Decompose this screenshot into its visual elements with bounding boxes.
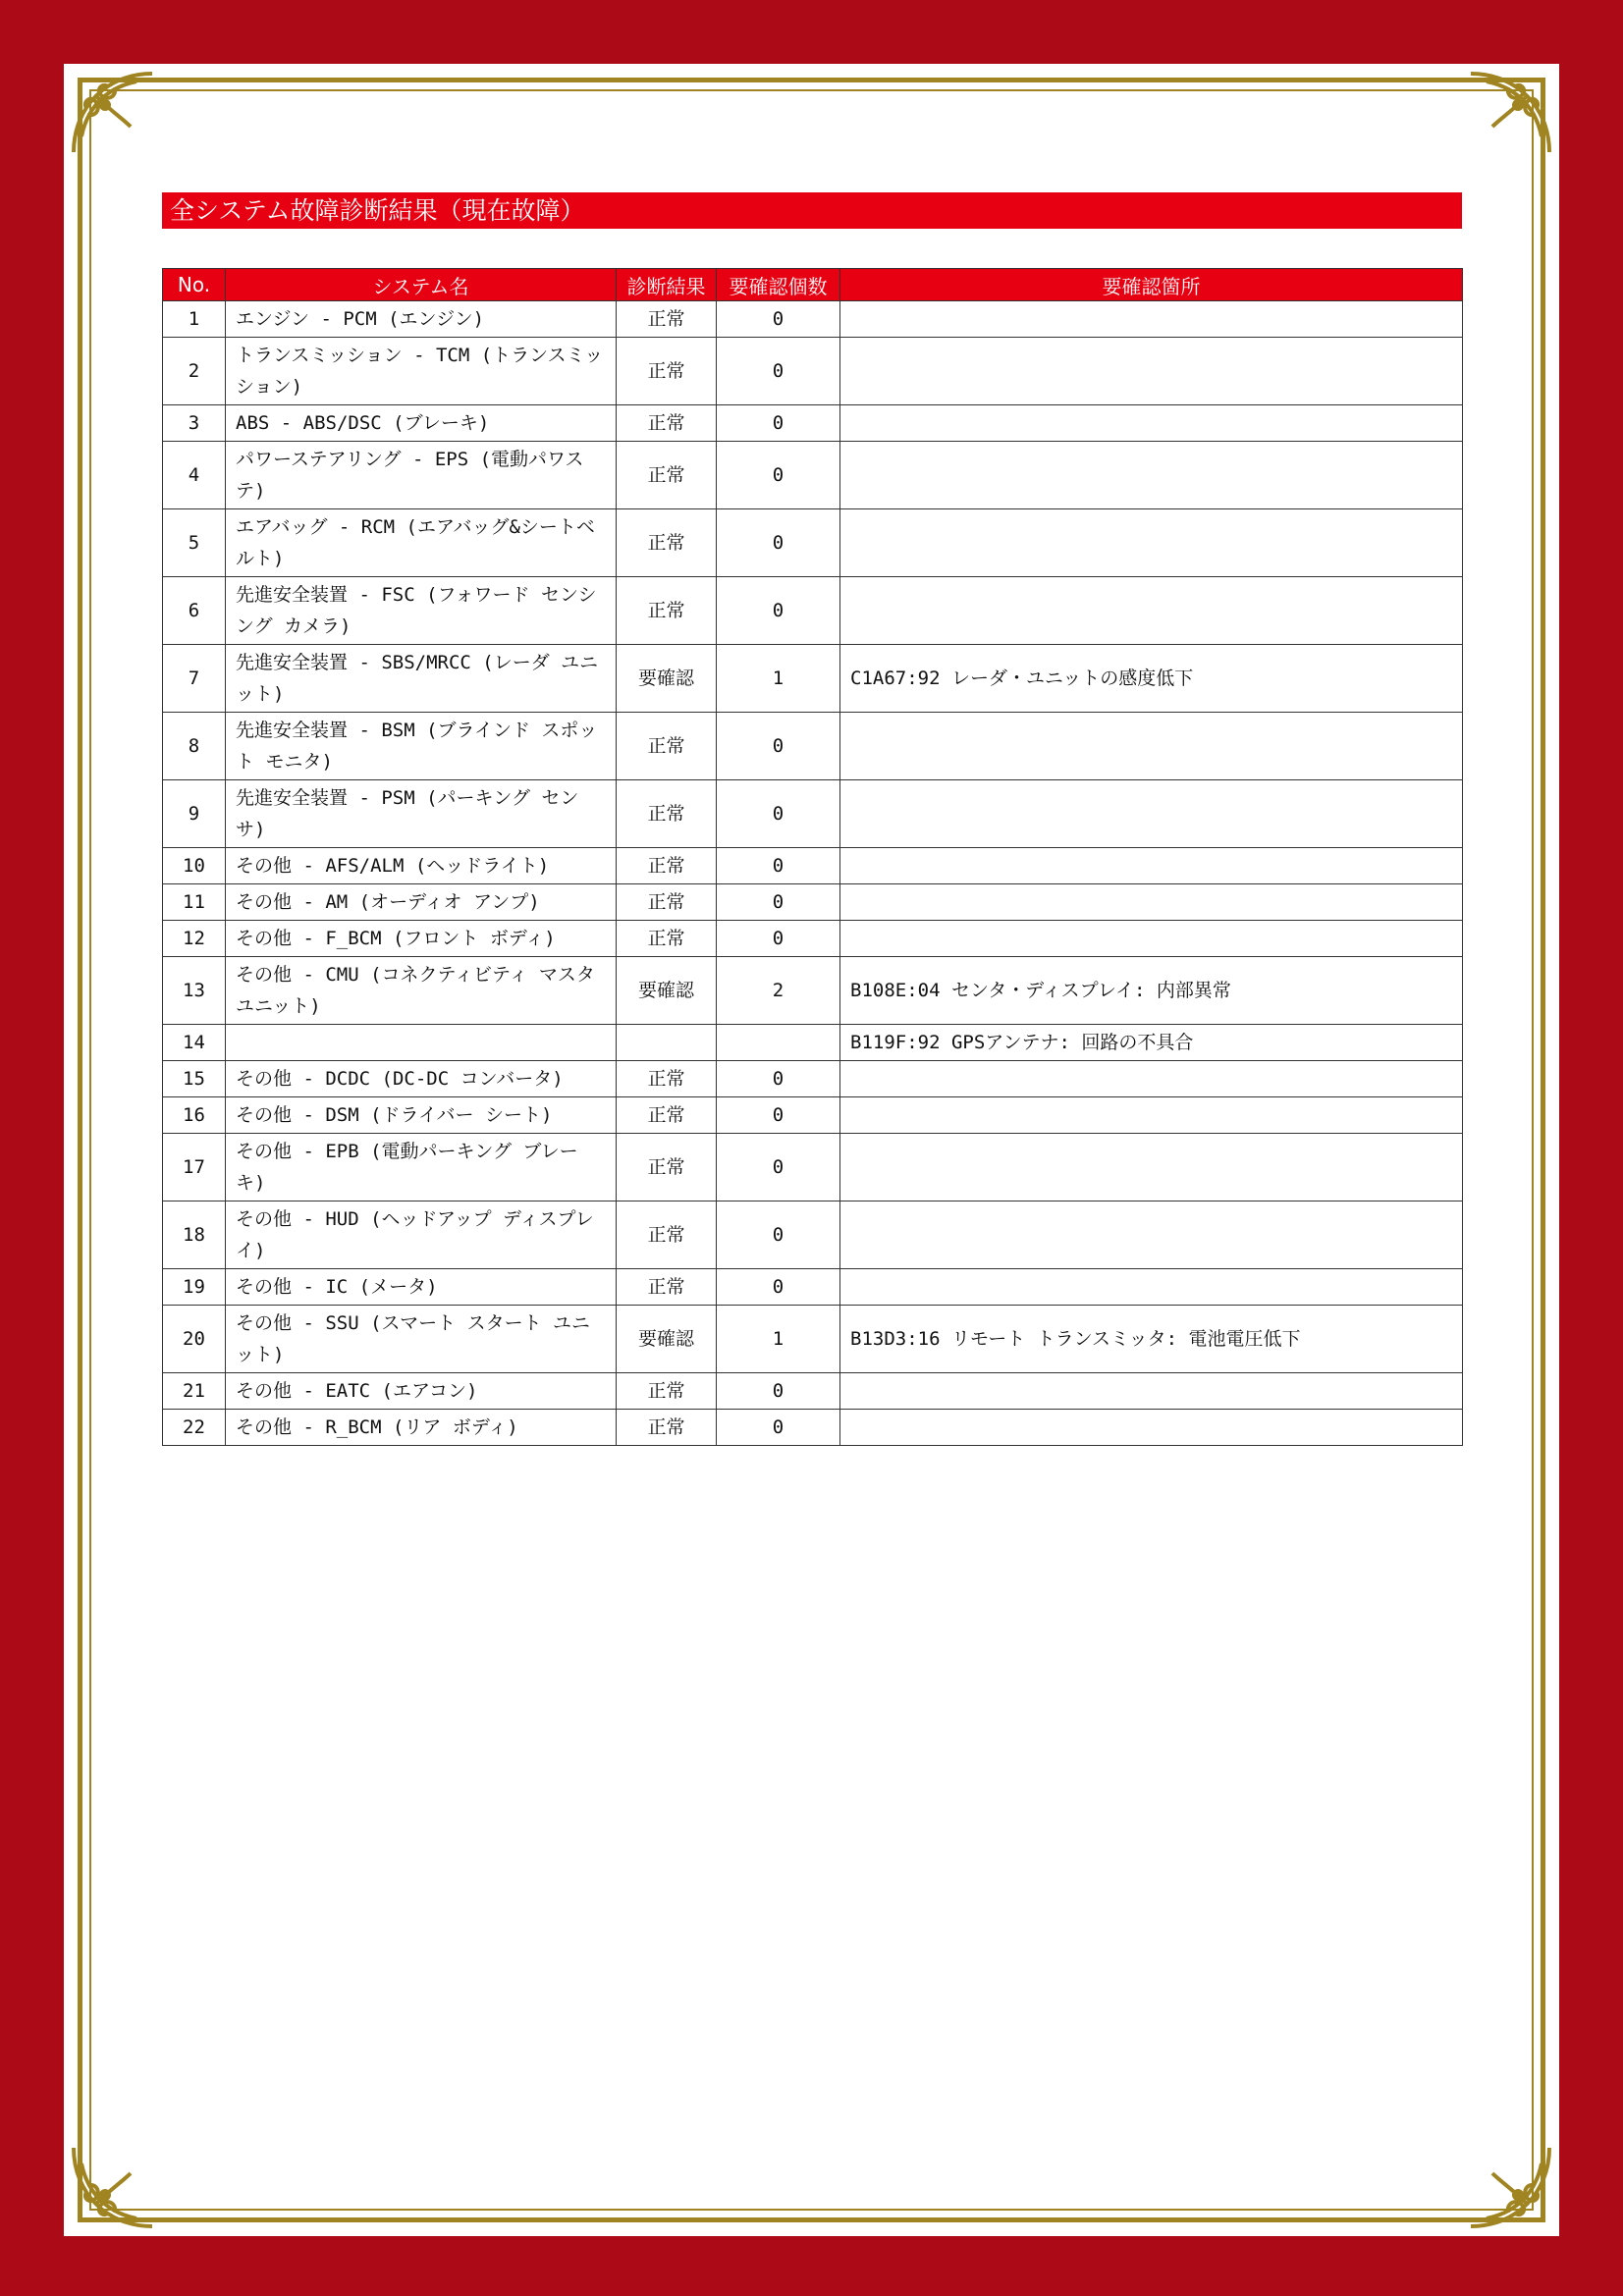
check-location [840,921,1463,957]
row-number: 19 [163,1269,226,1306]
column-header-location: 要確認箇所 [840,269,1463,301]
row-number: 17 [163,1134,226,1201]
check-count: 0 [717,1097,840,1134]
check-count: 0 [717,301,840,338]
check-location: B13D3:16 リモート トランスミッタ: 電池電圧低下 [840,1306,1463,1373]
diagnosis-result [617,1025,717,1061]
table-row [163,1410,1463,1446]
row-number: 14 [163,1025,226,1061]
check-count: 0 [717,577,840,645]
diagnosis-result: 要確認 [617,645,717,713]
check-location [840,442,1463,509]
check-count: 0 [717,884,840,921]
check-count: 0 [717,1373,840,1410]
row-number: 18 [163,1201,226,1269]
system-name: その他 - AM (オーディオ アンプ) [226,884,617,921]
system-name: その他 - DCDC (DC-DC コンバータ) [226,1061,617,1097]
check-count: 0 [717,1269,840,1306]
check-location [840,1061,1463,1097]
check-count: 0 [717,405,840,442]
column-header-result: 診断結果 [617,269,717,301]
report-page [64,64,1559,2236]
system-name: その他 - CMU (コネクティビティ マスタ ユニット) [226,957,617,1025]
check-count: 2 [717,957,840,1025]
diagnosis-result: 正常 [617,509,717,577]
row-number: 2 [163,338,226,405]
check-count: 0 [717,1410,840,1446]
check-count: 1 [717,1306,840,1373]
check-count: 0 [717,442,840,509]
system-name: 先進安全装置 - SBS/MRCC (レーダ ユニット) [226,645,617,713]
system-name: その他 - EATC (エアコン) [226,1373,617,1410]
system-name [226,1025,617,1061]
diagnosis-result: 正常 [617,1410,717,1446]
system-name: その他 - R_BCM (リア ボディ) [226,1410,617,1446]
check-location [840,780,1463,848]
page-title: 全システム故障診断結果（現在故障） [162,192,1462,229]
system-name: 先進安全装置 - BSM (ブラインド スポット モニタ) [226,713,617,780]
check-count: 0 [717,921,840,957]
row-number: 10 [163,848,226,884]
check-location [840,884,1463,921]
table-row [163,848,1463,884]
table-row [163,884,1463,921]
table-header-row [163,269,1463,301]
check-location [840,509,1463,577]
row-number: 7 [163,645,226,713]
row-number: 8 [163,713,226,780]
table-row [163,921,1463,957]
table-row [163,1306,1463,1373]
row-number: 21 [163,1373,226,1410]
row-number: 22 [163,1410,226,1446]
table-row [163,957,1463,1025]
row-number: 11 [163,884,226,921]
check-location [840,1134,1463,1201]
table-row [163,1025,1463,1061]
system-name: ABS - ABS/DSC (ブレーキ) [226,405,617,442]
column-header-no: No. [163,269,226,301]
check-count: 0 [717,848,840,884]
system-name: その他 - F_BCM (フロント ボディ) [226,921,617,957]
check-count: 0 [717,509,840,577]
table-row [163,577,1463,645]
diagnosis-result: 正常 [617,1269,717,1306]
corner-ornament-icon [68,68,158,158]
table-row [163,442,1463,509]
diagnosis-result: 要確認 [617,957,717,1025]
corner-ornament-icon [68,2142,158,2232]
column-header-count: 要確認個数 [717,269,840,301]
table-row [163,301,1463,338]
system-name: その他 - EPB (電動パーキング ブレーキ) [226,1134,617,1201]
corner-ornament-icon [1465,68,1555,158]
column-header-system: システム名 [226,269,617,301]
check-location [840,1097,1463,1134]
table-row [163,780,1463,848]
row-number: 9 [163,780,226,848]
diagnosis-table [162,268,1463,1446]
system-name: その他 - HUD (ヘッドアップ ディスプレイ) [226,1201,617,1269]
diagnosis-result: 要確認 [617,1306,717,1373]
diagnosis-result: 正常 [617,921,717,957]
diagnosis-result: 正常 [617,1097,717,1134]
check-location: C1A67:92 レーダ・ユニットの感度低下 [840,645,1463,713]
diagnosis-result: 正常 [617,713,717,780]
diagnosis-result: 正常 [617,405,717,442]
row-number: 3 [163,405,226,442]
system-name: エアバッグ - RCM (エアバッグ&シートベルト) [226,509,617,577]
check-location: B119F:92 GPSアンテナ: 回路の不具合 [840,1025,1463,1061]
check-location [840,301,1463,338]
table-row [163,645,1463,713]
table-row [163,713,1463,780]
check-location [840,1201,1463,1269]
system-name: その他 - SSU (スマート スタート ユニット) [226,1306,617,1373]
table-row [163,1269,1463,1306]
diagnosis-result: 正常 [617,338,717,405]
row-number: 20 [163,1306,226,1373]
check-location [840,1269,1463,1306]
system-name: 先進安全装置 - FSC (フォワード センシング カメラ) [226,577,617,645]
row-number: 1 [163,301,226,338]
check-location [840,405,1463,442]
check-count: 1 [717,645,840,713]
row-number: 5 [163,509,226,577]
check-count: 0 [717,1201,840,1269]
check-count [717,1025,840,1061]
diagnosis-result: 正常 [617,780,717,848]
check-count: 0 [717,1134,840,1201]
diagnosis-result: 正常 [617,848,717,884]
diagnosis-result: 正常 [617,1134,717,1201]
check-location [840,1410,1463,1446]
row-number: 6 [163,577,226,645]
system-name: パワーステアリング - EPS (電動パワステ) [226,442,617,509]
diagnosis-result: 正常 [617,1061,717,1097]
table-row [163,1097,1463,1134]
check-count: 0 [717,338,840,405]
check-location [840,1373,1463,1410]
diagnosis-result: 正常 [617,442,717,509]
row-number: 16 [163,1097,226,1134]
row-number: 12 [163,921,226,957]
diagnosis-result: 正常 [617,1373,717,1410]
diagnosis-result: 正常 [617,577,717,645]
table-row [163,1373,1463,1410]
corner-ornament-icon [1465,2142,1555,2232]
system-name: エンジン - PCM (エンジン) [226,301,617,338]
check-location [840,848,1463,884]
system-name: その他 - DSM (ドライバー シート) [226,1097,617,1134]
table-row [163,1201,1463,1269]
row-number: 4 [163,442,226,509]
table-row [163,1134,1463,1201]
table-row [163,405,1463,442]
diagnosis-result: 正常 [617,884,717,921]
system-name: 先進安全装置 - PSM (パーキング センサ) [226,780,617,848]
check-count: 0 [717,713,840,780]
table-row [163,338,1463,405]
row-number: 15 [163,1061,226,1097]
check-location [840,338,1463,405]
check-count: 0 [717,1061,840,1097]
check-location: B108E:04 センタ・ディスプレイ: 内部異常 [840,957,1463,1025]
check-location [840,713,1463,780]
system-name: その他 - IC (メータ) [226,1269,617,1306]
system-name: トランスミッション - TCM (トランスミッション) [226,338,617,405]
diagnosis-result: 正常 [617,1201,717,1269]
check-count: 0 [717,780,840,848]
table-row [163,1061,1463,1097]
row-number: 13 [163,957,226,1025]
system-name: その他 - AFS/ALM (ヘッドライト) [226,848,617,884]
check-location [840,577,1463,645]
table-row [163,509,1463,577]
diagnosis-result: 正常 [617,301,717,338]
